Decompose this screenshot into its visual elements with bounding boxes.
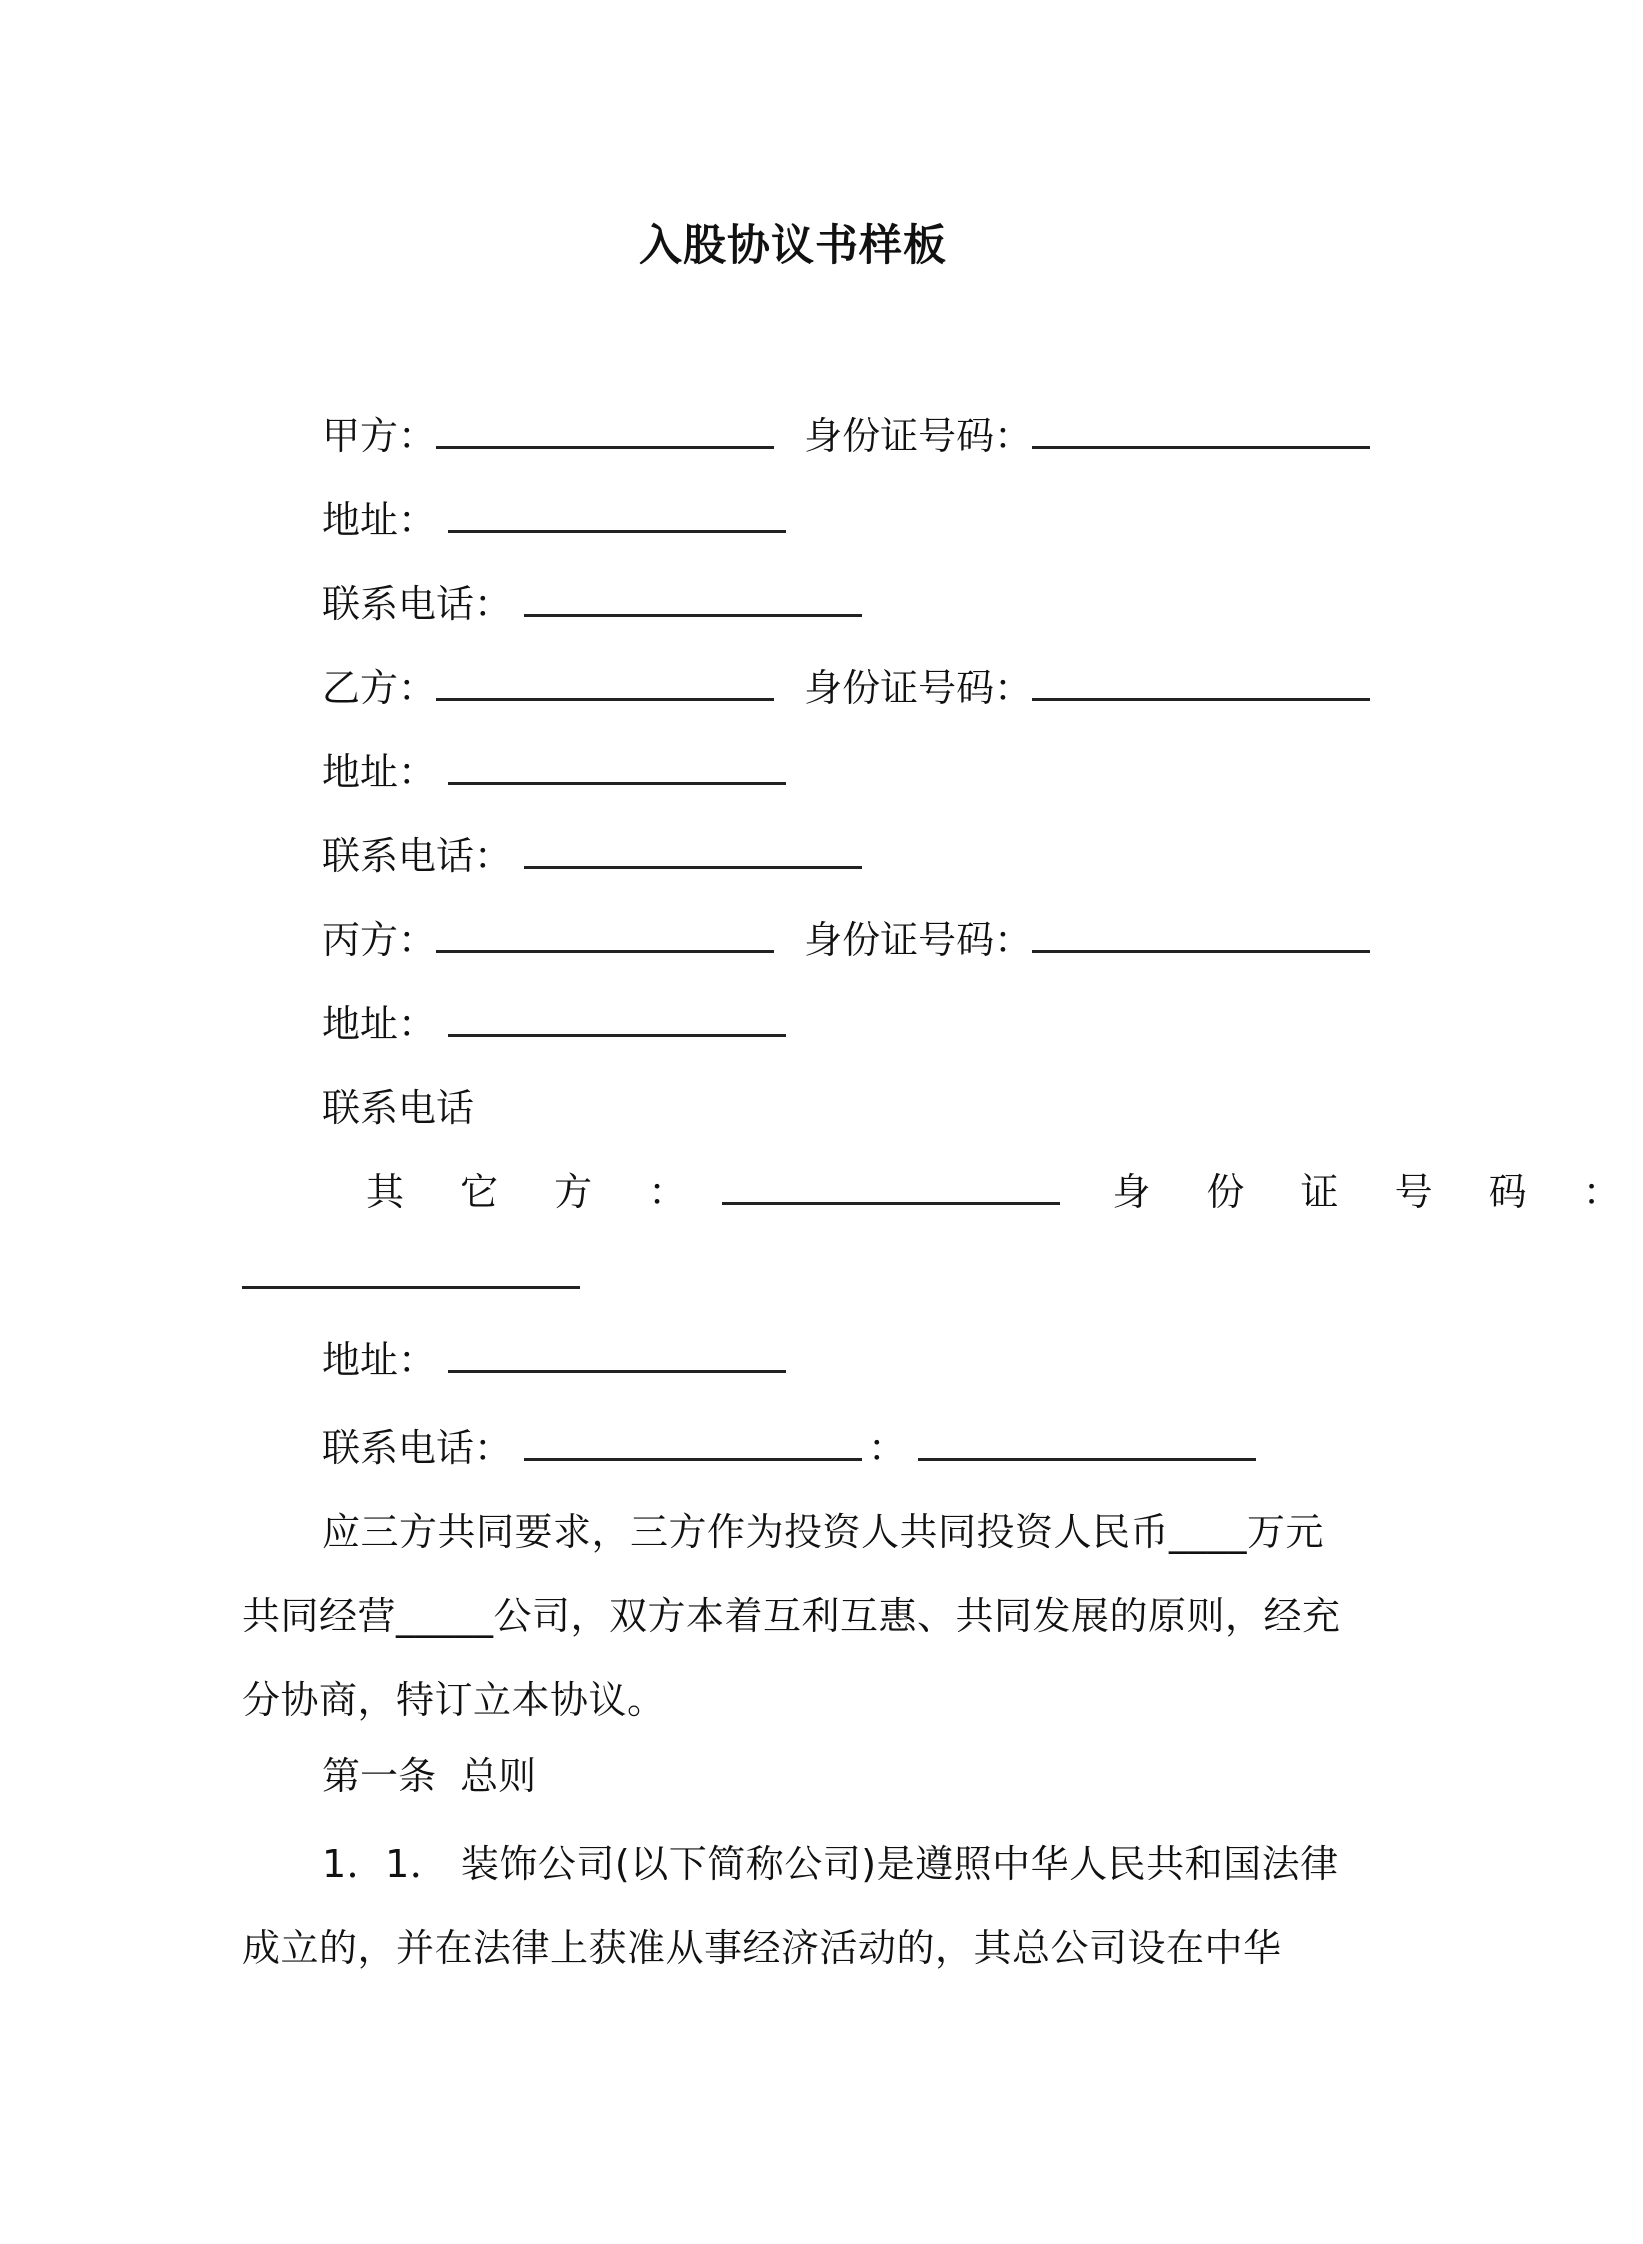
party-bing-id-label: 身份证号码： <box>804 918 1033 962</box>
party-yi-id-field[interactable] <box>1032 664 1370 701</box>
party-bing-phone-row <box>322 1082 474 1134</box>
party-other-label: 其 它 方 ： <box>366 1170 709 1214</box>
party-other-row <box>366 1166 1643 1218</box>
party-other-address-row <box>322 1334 786 1386</box>
party-jia-address-label: 地址： <box>322 498 437 542</box>
party-jia-phone-field[interactable] <box>524 580 862 617</box>
party-other-address-label: 地址： <box>322 1338 437 1382</box>
party-other-name-field[interactable] <box>722 1168 1060 1205</box>
party-other-phone-field[interactable] <box>524 1424 862 1461</box>
party-yi-name-field[interactable] <box>436 664 774 701</box>
party-yi-id-label: 身份证号码： <box>804 666 1033 710</box>
party-jia-id-label: 身份证号码： <box>804 414 1033 458</box>
party-yi-address-label: 地址： <box>322 750 437 794</box>
document-title: 入股协议书样板 <box>639 221 947 271</box>
party-jia-phone-label: 联系电话： <box>322 582 513 626</box>
party-jia-phone-row <box>322 578 862 630</box>
party-jia-id-field[interactable] <box>1032 412 1370 449</box>
party-yi-address-row <box>322 746 786 798</box>
party-other-address-field[interactable] <box>448 1336 786 1373</box>
party-bing-address-row <box>322 998 786 1050</box>
party-bing-address-label: 地址： <box>322 1002 437 1046</box>
party-yi-label: 乙方： <box>322 666 437 710</box>
party-other-phone-row <box>322 1422 1256 1474</box>
party-other-id-field[interactable] <box>242 1252 580 1289</box>
party-bing-name-field[interactable] <box>436 916 774 953</box>
party-bing-label: 丙方： <box>322 918 437 962</box>
party-bing-address-field[interactable] <box>448 1000 786 1037</box>
party-other-id-row <box>242 1250 580 1302</box>
clause-1-1: 1．1． 装饰公司(以下简称公司)是遵照中华人民共和国法律成立的，并在法律上获准从事经济活动的，其总公司设在中华 <box>242 1842 1339 1970</box>
party-jia-label: 甲方： <box>322 414 437 458</box>
article-1-heading-text: 第一条 总则 <box>322 1754 537 1798</box>
party-yi-phone-row <box>322 830 862 882</box>
party-other-phone-field-2[interactable] <box>918 1424 1256 1461</box>
party-other-phone-separator: ： <box>868 1426 907 1470</box>
party-bing-phone-label: 联系电话 <box>322 1086 475 1130</box>
party-jia-address-field[interactable] <box>448 496 786 533</box>
party-jia-name-field[interactable] <box>436 412 774 449</box>
party-other-phone-label: 联系电话： <box>322 1426 513 1470</box>
party-yi-row <box>322 662 1370 714</box>
party-yi-phone-field[interactable] <box>524 832 862 869</box>
party-jia-address-row <box>322 494 786 546</box>
party-other-id-label: 身 份 证 号 码 ： <box>1112 1170 1643 1214</box>
party-jia-row <box>322 410 1370 462</box>
party-bing-row <box>322 914 1370 966</box>
party-yi-phone-label: 联系电话： <box>322 834 513 878</box>
party-bing-id-field[interactable] <box>1032 916 1370 953</box>
article-1-heading <box>322 1750 536 1802</box>
intro-paragraph: 应三方共同要求，三方作为投资人共同投资人民币____万元共同经营_____公司，双方本着互利互惠、共同发展的原则，经充分协商，特订立本协议。 <box>242 1510 1341 1722</box>
party-yi-address-field[interactable] <box>448 748 786 785</box>
